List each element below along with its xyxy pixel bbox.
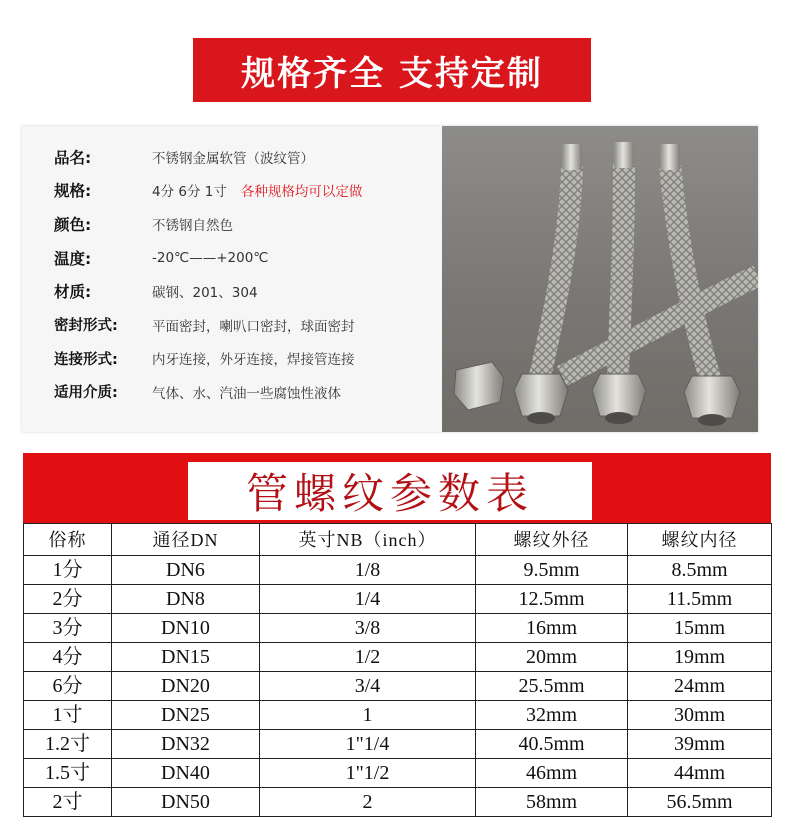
spec-list (54, 140, 474, 409)
table-header-row (24, 524, 772, 556)
table-cell: DN25 (112, 701, 260, 730)
table-cell: 1/8 (260, 556, 476, 585)
table-row (24, 585, 772, 614)
spec-row-medium (54, 375, 474, 409)
spec-label: 颜色: (54, 215, 92, 234)
table-cell: 46mm (476, 759, 628, 788)
table-cell: 2分 (24, 585, 112, 614)
table-cell: 32mm (476, 701, 628, 730)
product-photo (442, 126, 758, 432)
spec-row-name (54, 140, 474, 174)
table-cell: 39mm (628, 730, 772, 759)
table-cell: 1/4 (260, 585, 476, 614)
table-cell: DN40 (112, 759, 260, 788)
spec-row-size (54, 174, 474, 208)
spec-label: 温度: (54, 249, 92, 268)
table-cell: 3/8 (260, 614, 476, 643)
table-row (24, 643, 772, 672)
table-cell: 20mm (476, 643, 628, 672)
table-cell: 2 (260, 788, 476, 817)
spec-label: 密封形式: (54, 318, 118, 335)
table-cell: 1寸 (24, 701, 112, 730)
table-cell: 1 (260, 701, 476, 730)
table-cell: 19mm (628, 643, 772, 672)
column-header: 通径DN (112, 524, 260, 556)
spec-label: 规格: (54, 182, 92, 201)
table-cell: 12.5mm (476, 585, 628, 614)
table-cell: 1"1/4 (260, 730, 476, 759)
spec-row-material (54, 274, 474, 308)
promo-banner (193, 38, 591, 102)
column-header: 螺纹外径 (476, 524, 628, 556)
table-cell: 44mm (628, 759, 772, 788)
product-info-panel (22, 126, 758, 432)
spec-value: 平面密封，喇叭口密封，球面密封 (152, 318, 355, 335)
table-cell: DN10 (112, 614, 260, 643)
table-cell: 58mm (476, 788, 628, 817)
table-cell: 40.5mm (476, 730, 628, 759)
table-cell: DN50 (112, 788, 260, 817)
table-cell: DN32 (112, 730, 260, 759)
spec-value: 内牙连接，外牙连接，焊接管连接 (152, 352, 355, 369)
table-title: 管螺纹参数表 (188, 462, 592, 520)
promo-banner-text: 规格齐全 支持定制 (241, 53, 543, 94)
table-cell: 3/4 (260, 672, 476, 701)
table-cell: 3分 (24, 614, 112, 643)
table-cell: 11.5mm (628, 585, 772, 614)
spec-row-connection (54, 342, 474, 376)
spec-value: 4分 6分 1寸 (152, 184, 227, 201)
table-cell: 30mm (628, 701, 772, 730)
table-row (24, 556, 772, 585)
spec-row-seal (54, 308, 474, 342)
table-cell: 9.5mm (476, 556, 628, 585)
column-header: 螺纹内径 (628, 524, 772, 556)
table-cell: 15mm (628, 614, 772, 643)
spec-value: 不锈钢金属软管（波纹管） (152, 150, 314, 167)
spec-row-color (54, 207, 474, 241)
table-row (24, 701, 772, 730)
spec-value: 气体、水、汽油一些腐蚀性液体 (152, 385, 341, 402)
column-header: 俗称 (24, 524, 112, 556)
spec-row-temperature (54, 241, 474, 275)
table-cell: 1分 (24, 556, 112, 585)
table-row (24, 614, 772, 643)
table-cell: 4分 (24, 643, 112, 672)
thread-parameter-table (23, 523, 772, 817)
table-cell: 1.5寸 (24, 759, 112, 788)
table-cell: 25.5mm (476, 672, 628, 701)
table-cell: 1/2 (260, 643, 476, 672)
spec-value: 不锈钢自然色 (152, 217, 233, 234)
spec-value: 碳钢、201、304 (152, 285, 258, 302)
custom-size-note: 各种规格均可以定做 (240, 184, 363, 201)
table-cell: 6分 (24, 672, 112, 701)
table-cell: DN15 (112, 643, 260, 672)
table-cell: 24mm (628, 672, 772, 701)
spec-label: 材质: (54, 283, 92, 302)
spec-value: -20℃——+200℃ (152, 249, 269, 266)
spec-label: 连接形式: (54, 351, 118, 368)
column-header: 英寸NB（inch） (260, 524, 476, 556)
table-cell: 1.2寸 (24, 730, 112, 759)
table-cell: DN6 (112, 556, 260, 585)
table-row (24, 759, 772, 788)
table-cell: 8.5mm (628, 556, 772, 585)
table-cell: 16mm (476, 614, 628, 643)
table-cell: 56.5mm (628, 788, 772, 817)
table-cell: 1"1/2 (260, 759, 476, 788)
spec-label: 适用介质: (54, 385, 118, 402)
table-row (24, 788, 772, 817)
braided-hose-illustration (442, 126, 758, 432)
table-row (24, 672, 772, 701)
table-cell: 2寸 (24, 788, 112, 817)
table-cell: DN8 (112, 585, 260, 614)
table-cell: DN20 (112, 672, 260, 701)
spec-label: 品名: (54, 148, 92, 167)
table-row (24, 730, 772, 759)
